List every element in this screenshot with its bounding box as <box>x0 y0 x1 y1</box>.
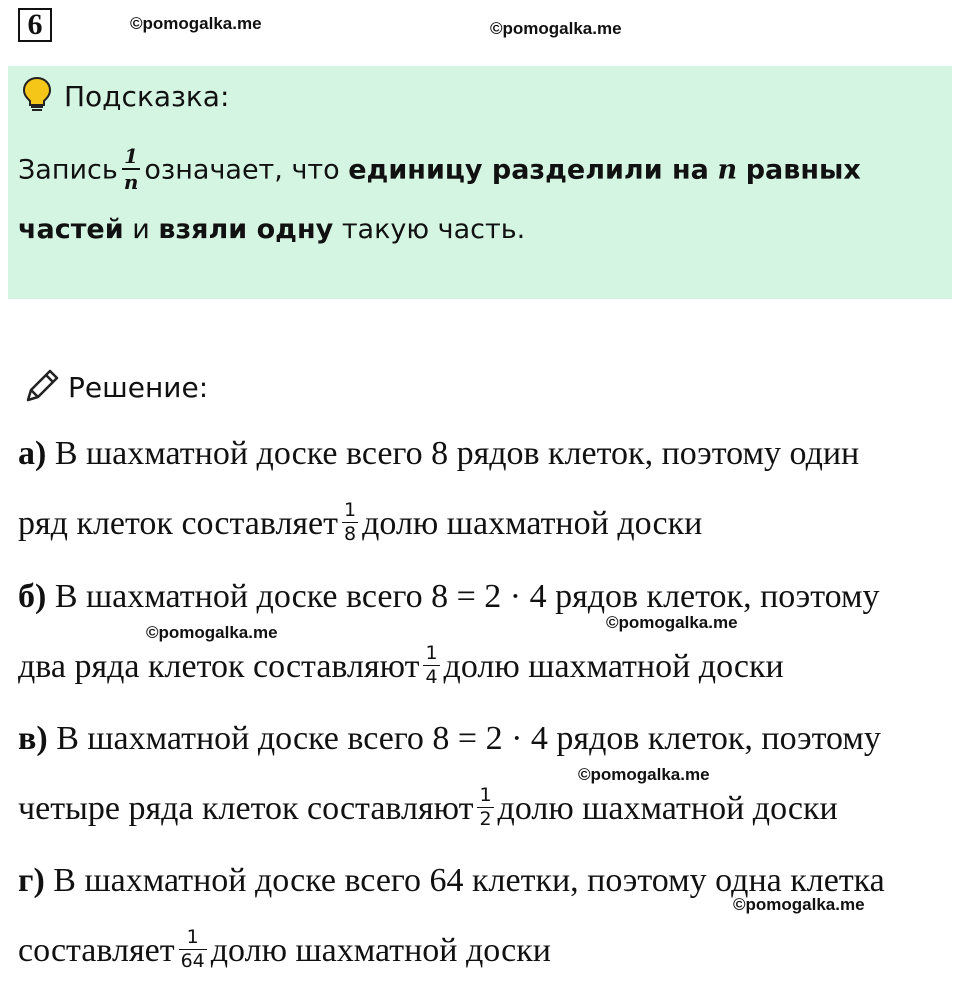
watermark: ©pomogalka.me <box>578 765 710 784</box>
watermark: ©pomogalka.me <box>490 19 622 38</box>
solution-item-c-line-2: четыре ряда клеток составляют $\frac{1}{2}$ долю шахматной доски <box>18 783 838 830</box>
hint-title: Подсказка: <box>64 80 230 113</box>
fraction-1-2: $\frac{1}{2}$ <box>479 783 492 830</box>
pencil-icon <box>22 366 62 406</box>
solution-item-a-line-1: а) В шахматной доске всего 8 рядов клеток, поэтому один <box>18 435 860 472</box>
solution-item-b-line-2: два ряда клеток составляют $\frac{1}{4}$ долю шахматной доски <box>18 641 784 688</box>
lightbulb-icon <box>22 76 52 114</box>
hint-line-1: Запись $\frac{1}{n}$ означает, что единицу разделили на n равных <box>18 144 861 194</box>
watermark: ©pomogalka.me <box>146 623 278 642</box>
fraction-1-64: $\frac{1}{64}$ <box>180 925 205 972</box>
solution-item-d-line-1: г) В шахматной доске всего 64 клетки, поэтому одна клетка <box>18 862 885 899</box>
hint-line-2: частей и взяли одну такую часть. <box>18 214 526 245</box>
task-number: 6 <box>18 8 52 42</box>
solution-item-a-line-2: ряд клеток составляет $\frac{1}{8}$ долю шахматной доски <box>18 498 703 545</box>
watermark: ©pomogalka.me <box>733 895 865 914</box>
fraction-1-8: $\frac{1}{8}$ <box>344 498 357 545</box>
watermark: ©pomogalka.me <box>606 613 738 632</box>
solution-item-d-line-2: составляет $\frac{1}{64}$ долю шахматной доски <box>18 925 551 972</box>
solution-title: Решение: <box>68 371 209 404</box>
fraction-1-4: $\frac{1}{4}$ <box>425 641 438 688</box>
solution-item-c-line-1: в) В шахматной доске всего 8 = 2 · 4 рядов клеток, поэтому <box>18 720 881 757</box>
watermark: ©pomogalka.me <box>130 14 262 33</box>
solution-item-b-line-1: б) В шахматной доске всего 8 = 2 · 4 рядов клеток, поэтому <box>18 578 880 615</box>
fraction-1-over-n: $\frac{1}{n}$ <box>123 144 139 194</box>
